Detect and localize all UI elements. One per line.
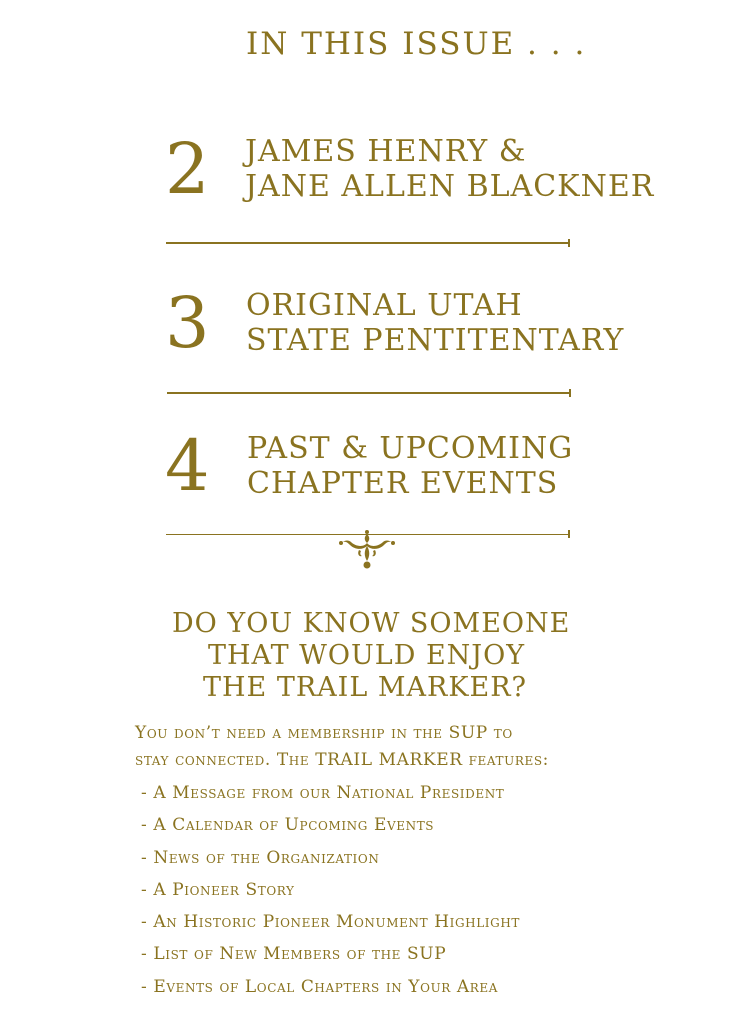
page-number: 3 [165, 282, 210, 364]
intro-paragraph [135, 720, 549, 774]
features-list [141, 780, 520, 1006]
fleuron-ornament-icon [337, 528, 397, 570]
article-title-line: ORIGINAL UTAH [246, 288, 523, 323]
list-item: - A Pioneer Story [141, 879, 295, 900]
article-title [245, 134, 654, 204]
divider-rule [167, 392, 570, 394]
divider-rule [166, 242, 569, 244]
article-title [246, 288, 624, 358]
list-item: - List of New Members of the SUP [141, 944, 447, 965]
article-title-line: CHAPTER EVENTS [247, 466, 559, 501]
article-title-line: JANE ALLEN BLACKNER [245, 169, 655, 204]
list-item: - A Message from our National President [141, 783, 505, 803]
intro-line: You don’t need a membership in the SUP to [135, 723, 513, 743]
cta-line: THE TRAIL MARKER? [203, 672, 528, 703]
article-title-line: PAST & UPCOMING [247, 431, 574, 466]
article-title [247, 431, 573, 501]
page-number: 2 [165, 128, 210, 210]
article-title-line: JAMES HENRY & [245, 134, 527, 169]
list-item: - News of the Organization [141, 847, 380, 868]
page-number: 4 [165, 425, 210, 507]
list-item: - Events of Local Chapters in Your Area [141, 976, 499, 997]
list-item: - A Calendar of Upcoming Events [141, 815, 435, 836]
article-title-line: STATE PENTITENTARY [246, 323, 625, 358]
intro-line: stay connected. The TRAIL MARKER features: [135, 750, 549, 770]
list-item: - An Historic Pioneer Monument Highlight [141, 912, 520, 933]
page-title: IN THIS ISSUE . . . [246, 26, 587, 62]
cta-line: THAT WOULD ENJOY [208, 640, 526, 671]
cta-line: DO YOU KNOW SOMEONE [172, 608, 571, 639]
